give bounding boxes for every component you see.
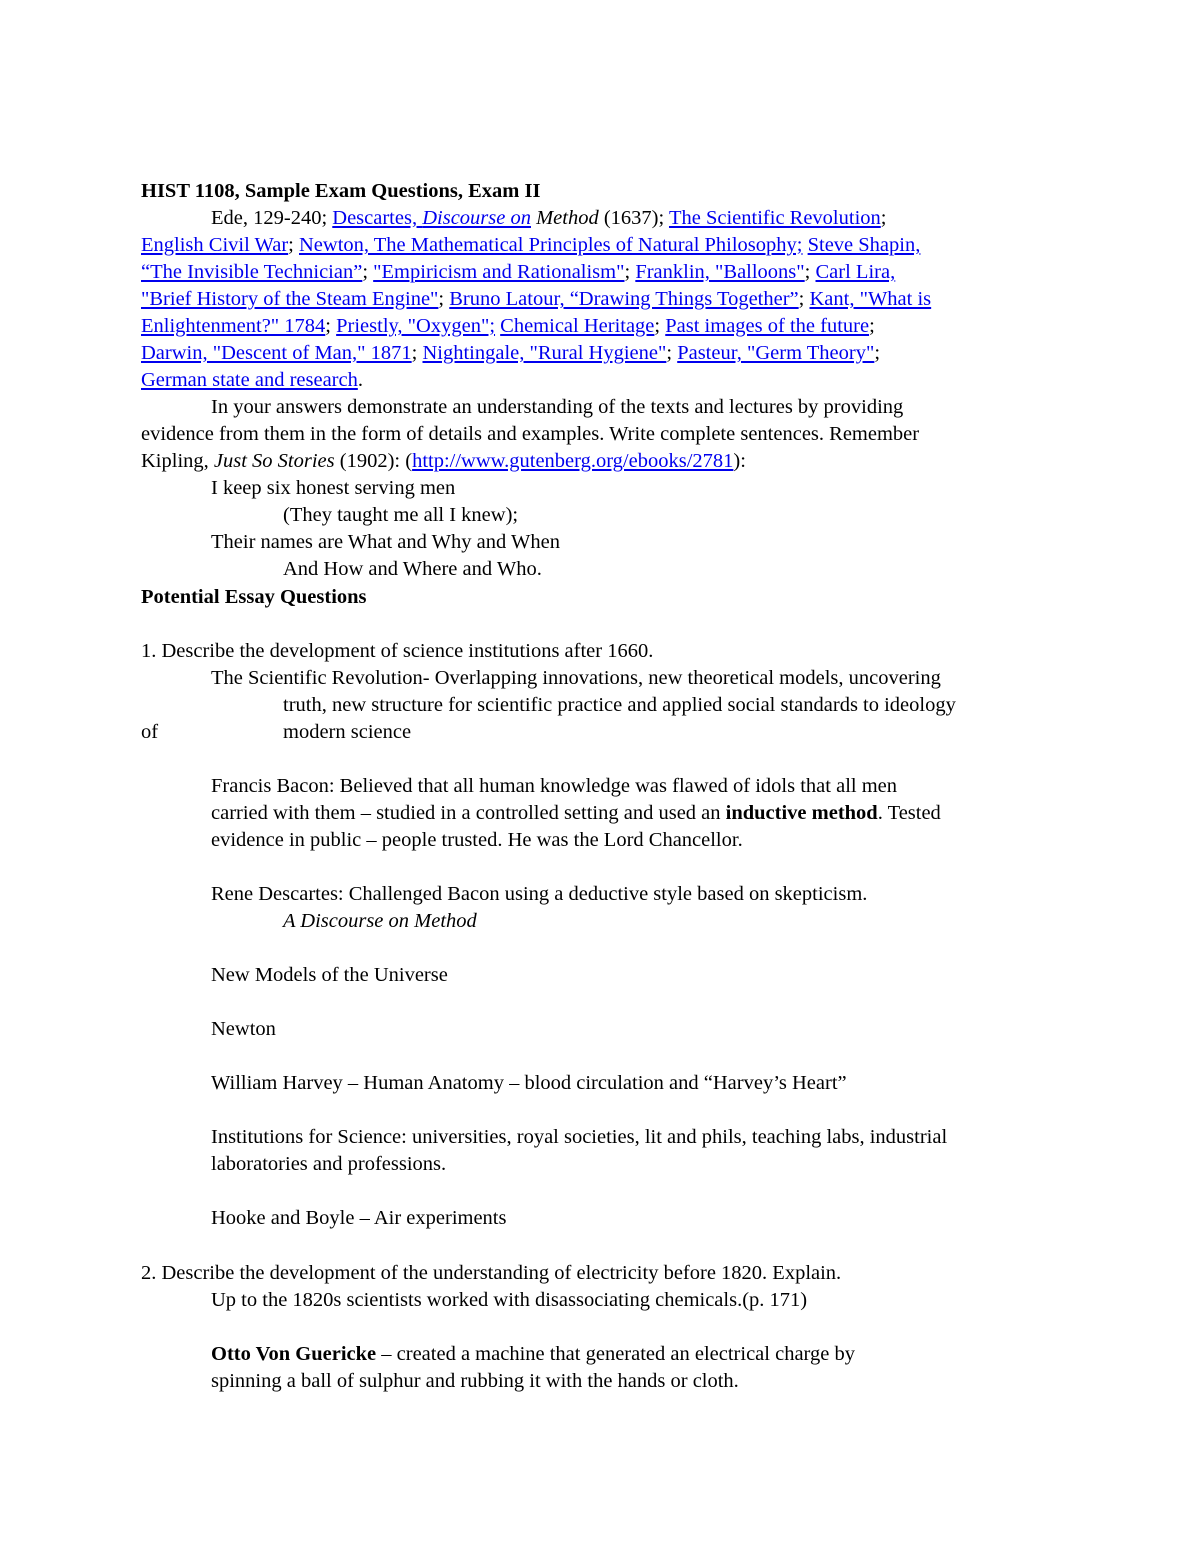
q1-note: truth, new structure for scientific practice and applied social standards to ideology <box>283 694 956 716</box>
q1-note: Rene Descartes: Challenged Bacon using a deductive style based on skepticism. <box>211 883 868 905</box>
link-english-civil-war[interactable]: English Civil War <box>141 234 289 256</box>
link-carl-lira[interactable]: Carl Lira, <box>815 261 896 283</box>
section-heading: Potential Essay Questions <box>141 586 367 608</box>
q1-note: New Models of the Universe <box>211 964 448 986</box>
instructions-line-3: Kipling, Just So Stories (1902): (http://www.gutenberg.org/ebooks/2781): <box>141 450 746 472</box>
q1-note: Institutions for Science: universities, royal societies, lit and phils, teaching labs, industrial <box>211 1126 948 1148</box>
q1-note: A Discourse on Method <box>283 910 477 932</box>
question-1: 1. Describe the development of science institutions after 1660. <box>141 640 654 662</box>
link-shapin-title[interactable]: “The Invisible Technician” <box>141 261 363 283</box>
question-2: 2. Describe the development of the understanding of electricity before 1820. Explain. <box>141 1262 842 1284</box>
link-kant[interactable]: Kant, "What is <box>809 288 932 310</box>
link-gutenberg[interactable]: http://www.gutenberg.org/ebooks/2781 <box>412 450 734 472</box>
q1-note: Hooke and Boyle – Air experiments <box>211 1207 507 1229</box>
reading-list-line-4: "Brief History of the Steam Engine"; Bruno Latour, “Drawing Things Together”; Kant, "What is <box>141 288 932 310</box>
q2-note: Up to the 1820s scientists worked with disassociating chemicals.(p. 171) <box>211 1289 808 1311</box>
page-title: HIST 1108, Sample Exam Questions, Exam II <box>141 180 541 202</box>
link-scientific-revolution[interactable]: The Scientific Revolution <box>668 207 881 229</box>
q1-note: laboratories and professions. <box>211 1153 447 1175</box>
reading-list-line-1: Ede, 129-240; Descartes, Discourse on Method (1637); The Scientific Revolution; <box>211 207 887 229</box>
instructions-line-2: evidence from them in the form of details and examples. Write complete sentences. Remember <box>141 423 920 445</box>
link-newton[interactable]: Newton, The Mathematical Principles of Natural Philosophy; <box>299 234 803 256</box>
reading-list-line-3: “The Invisible Technician”; "Empiricism and Rationalism"; Franklin, "Balloons"; Carl Lira, <box>141 261 896 283</box>
link-kant-enlightenment[interactable]: Enlightenment?" 1784 <box>141 315 326 337</box>
link-latour[interactable]: Bruno Latour, “Drawing Things Together” <box>449 288 799 310</box>
poem-line: I keep six honest serving men <box>211 477 456 499</box>
link-shapin[interactable]: Steve Shapin, <box>807 234 921 256</box>
q2-note: spinning a ball of sulphur and rubbing it with the hands or cloth. <box>211 1370 739 1392</box>
q1-note: evidence in public – people trusted. He was the Lord Chancellor. <box>211 829 743 851</box>
link-descartes[interactable]: Descartes, Discourse on <box>332 207 531 229</box>
q1-note: William Harvey – Human Anatomy – blood circulation and “Harvey’s Heart” <box>211 1072 847 1094</box>
link-priestly[interactable]: Priestly, "Oxygen"; <box>336 315 496 337</box>
reading-list-line-6: Darwin, "Descent of Man," 1871; Nightingale, "Rural Hygiene"; Pasteur, "Germ Theory"; <box>141 342 881 364</box>
poem-line: Their names are What and Why and When <box>211 531 560 553</box>
q2-note: Otto Von Guericke – created a machine that generated an electrical charge by <box>211 1343 855 1365</box>
link-german-state[interactable]: German state and research <box>141 369 358 391</box>
link-pasteur[interactable]: Pasteur, "Germ Theory" <box>677 342 875 364</box>
reading-list-line-5: Enlightenment?" 1784; Priestly, "Oxygen"; Chemical Heritage; Past images of the future; <box>141 315 875 337</box>
q1-note: modern science <box>283 721 412 743</box>
link-steam-engine[interactable]: "Brief History of the Steam Engine" <box>141 288 439 310</box>
q1-note: Francis Bacon: Believed that all human knowledge was flawed of idols that all men <box>211 775 897 797</box>
instructions-line-1: In your answers demonstrate an understanding of the texts and lectures by providing <box>211 396 904 418</box>
q1-note: Newton <box>211 1018 276 1040</box>
poem-line: And How and Where and Who. <box>283 558 542 580</box>
link-franklin[interactable]: Franklin, "Balloons" <box>635 261 805 283</box>
link-nightingale[interactable]: Nightingale, "Rural Hygiene" <box>422 342 667 364</box>
reading-list-line-2: English Civil War; Newton, The Mathematical Principles of Natural Philosophy; Steve Shapin, <box>141 234 921 256</box>
q1-note: The Scientific Revolution- Overlapping innovations, new theoretical models, uncovering <box>211 667 941 689</box>
link-chemical-heritage[interactable]: Chemical Heritage <box>500 315 655 337</box>
q1-note: of <box>141 721 159 743</box>
link-empiricism[interactable]: "Empiricism and Rationalism" <box>373 261 625 283</box>
link-past-images[interactable]: Past images of the future <box>665 315 870 337</box>
link-darwin[interactable]: Darwin, "Descent of Man," 1871 <box>141 342 412 364</box>
poem-line: (They taught me all I knew); <box>283 504 519 526</box>
reading-list-line-7: German state and research. <box>141 369 363 391</box>
q1-note: carried with them – studied in a controlled setting and used an inductive method. Tested <box>211 802 941 824</box>
